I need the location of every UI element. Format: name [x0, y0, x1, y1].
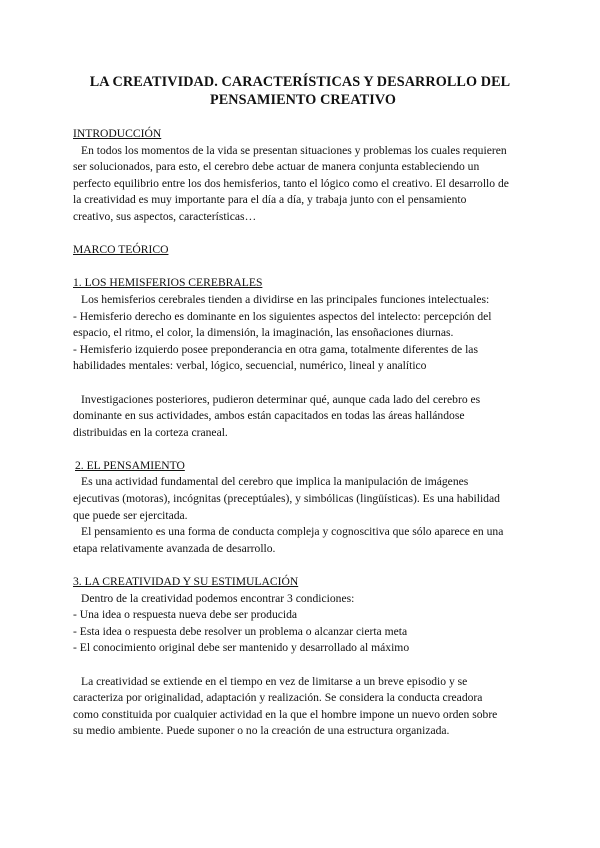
creatividad-heading: 3. LA CREATIVIDAD Y SU ESTIMULACIÓN [73, 575, 299, 589]
paragraph-line: la creatividad es muy importante para el día a día, y trabaja junto con el pensamiento [73, 193, 467, 207]
paragraph-line: La creatividad se extiende en el tiempo en vez de limitarse a un breve episodio y se [81, 674, 468, 688]
paragraph-line: perfecto equilibrio entre los dos hemisferios, tanto el lógico como el creativo. El desarrollo de [73, 176, 509, 190]
paragraph-line: espacio, el ritmo, el color, la dimensión, la imaginación, las ensoñaciones diurnas. [73, 326, 454, 340]
paragraph-line: En todos los momentos de la vida se presentan situaciones y problemas los cuales requieren [81, 143, 507, 157]
list-item: - Una idea o respuesta nueva debe ser producida [73, 608, 298, 622]
list-item: - El conocimiento original debe ser mantenido y desarrollado al máximo [73, 641, 410, 655]
paragraph-line: como constituida por cualquier actividad en la que el hombre impone un nuevo orden sobre [73, 707, 498, 721]
paragraph-line: ejecutivas (motoras), incógnitas (preceptúales), y simbólicas (lingüísticas). Es una habilidad [73, 492, 500, 506]
paragraph-line: Dentro de la creatividad podemos encontrar 3 condiciones: [81, 591, 355, 605]
list-item: - Esta idea o respuesta debe resolver un problema o alcanzar cierta meta [73, 624, 408, 638]
paragraph-line: caracteriza por originalidad, adaptación y realización. Se considera la conducta creadora [73, 691, 483, 705]
paragraph-line: distribuidas en la corteza craneal. [73, 425, 228, 439]
title-line: LA CREATIVIDAD. CARACTERÍSTICAS Y DESARROLLO DEL [89, 74, 511, 90]
paragraph-line: Es una actividad fundamental del cerebro que implica la manipulación de imágenes [81, 475, 469, 489]
document-title [60, 73, 540, 109]
marco-heading: MARCO TEÓRICO [73, 243, 169, 257]
paragraph-line: - Hemisferio derecho es dominante en los siguientes aspectos del intelecto: percepción del [73, 309, 492, 323]
paragraph-line: dominante en sus actividades, ambos están capacitados en todas las áreas hallándose [73, 409, 465, 423]
pensamiento-heading: 2. EL PENSAMIENTO [75, 458, 185, 472]
paragraph-line: Investigaciones posteriores, pudieron determinar qué, aunque cada lado del cerebro es [81, 392, 481, 406]
title-line: PENSAMIENTO CREATIVO [209, 92, 397, 108]
paragraph-line: - Hemisferio izquierdo posee preponderancia en otra gama, totalmente diferentes de las [73, 342, 478, 356]
paragraph-line: El pensamiento es una forma de conducta compleja y cognoscitiva que sólo aparece en una [81, 525, 504, 539]
paragraph-line: etapa relativamente avanzada de desarrollo. [73, 541, 276, 555]
paragraph-line: ser solucionados, para esto, el cerebro debe actuar de manera conjunta estableciendo un [73, 160, 480, 174]
paragraph-line: Los hemisferios cerebrales tienden a dividirse en las principales funciones intelectuales: [81, 292, 490, 306]
paragraph-line: habilidades mentales: verbal, lógico, secuencial, numérico, lineal y analítico [73, 359, 427, 373]
document-body [73, 126, 528, 740]
paragraph-line: que puede ser ejercitada. [73, 508, 188, 522]
intro-heading: INTRODUCCIÓN [73, 127, 162, 140]
hemisferios-heading: 1. LOS HEMISFERIOS CEREBRALES [73, 276, 263, 290]
paragraph-line: su medio ambiente. Puede suponer o no la creación de una estructura organizada. [73, 724, 450, 738]
paragraph-line: creativo, sus aspectos, características… [73, 209, 257, 223]
